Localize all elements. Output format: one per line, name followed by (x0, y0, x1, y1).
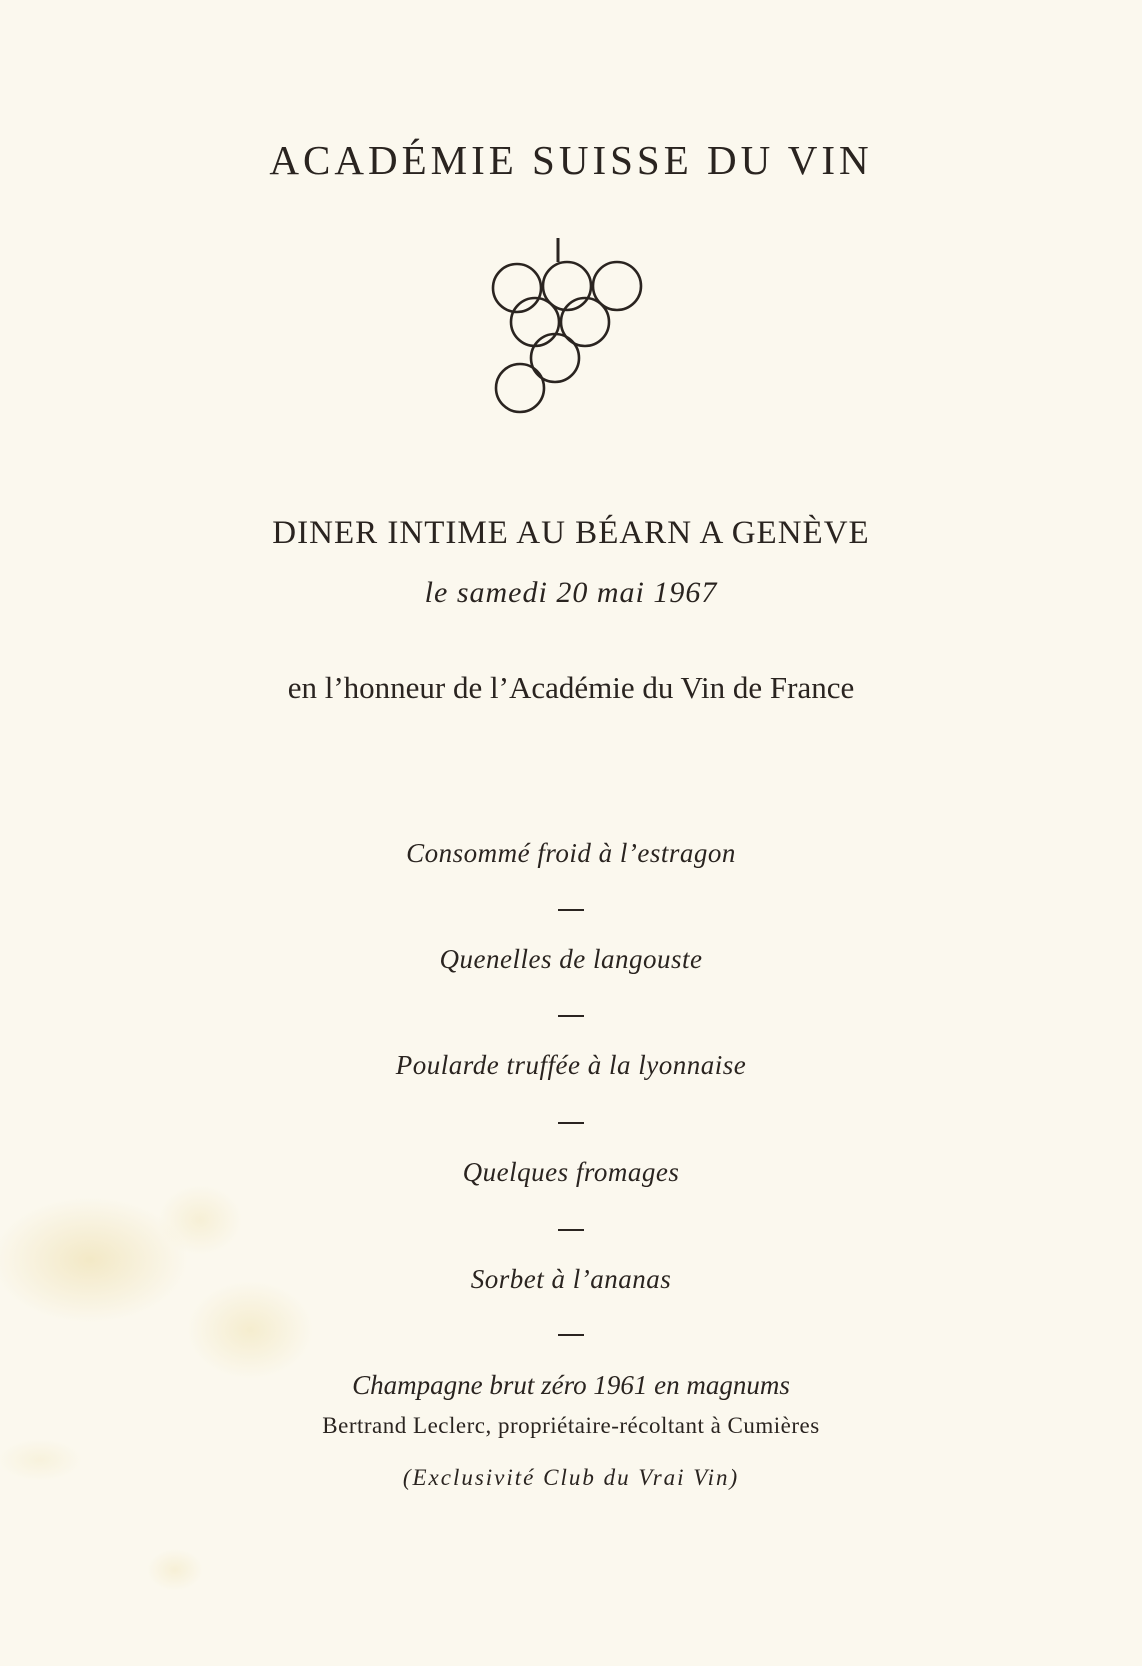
menu-item: Quenelles de langouste (439, 944, 703, 974)
menu-item: Poularde truffée à la lyonnaise (395, 1050, 747, 1080)
grape-cluster-icon (490, 238, 660, 418)
divider (558, 1229, 584, 1231)
event-title: DINER INTIME AU BÉARN A GENÈVE (272, 515, 870, 551)
divider (558, 909, 584, 911)
event-honour: en l’honneur de l’Académie du Vin de France (287, 670, 855, 705)
divider (558, 1122, 584, 1124)
divider (558, 1015, 584, 1017)
menu-item: Sorbet à l’ananas (470, 1264, 672, 1294)
wine-name: Champagne brut zéro 1961 en magnums (352, 1370, 790, 1400)
menu-item: Consommé froid à l’estragon (406, 838, 736, 868)
menu-item: Quelques fromages (462, 1157, 680, 1187)
event-date: le samedi 20 mai 1967 (424, 576, 718, 609)
wine-note: (Exclusivité Club du Vrai Vin) (402, 1465, 740, 1490)
page-title: ACADÉMIE SUISSE DU VIN (269, 137, 873, 183)
divider (558, 1334, 584, 1336)
wine-producer: Bertrand Leclerc, propriétaire-récoltant à Cumières (322, 1413, 820, 1438)
